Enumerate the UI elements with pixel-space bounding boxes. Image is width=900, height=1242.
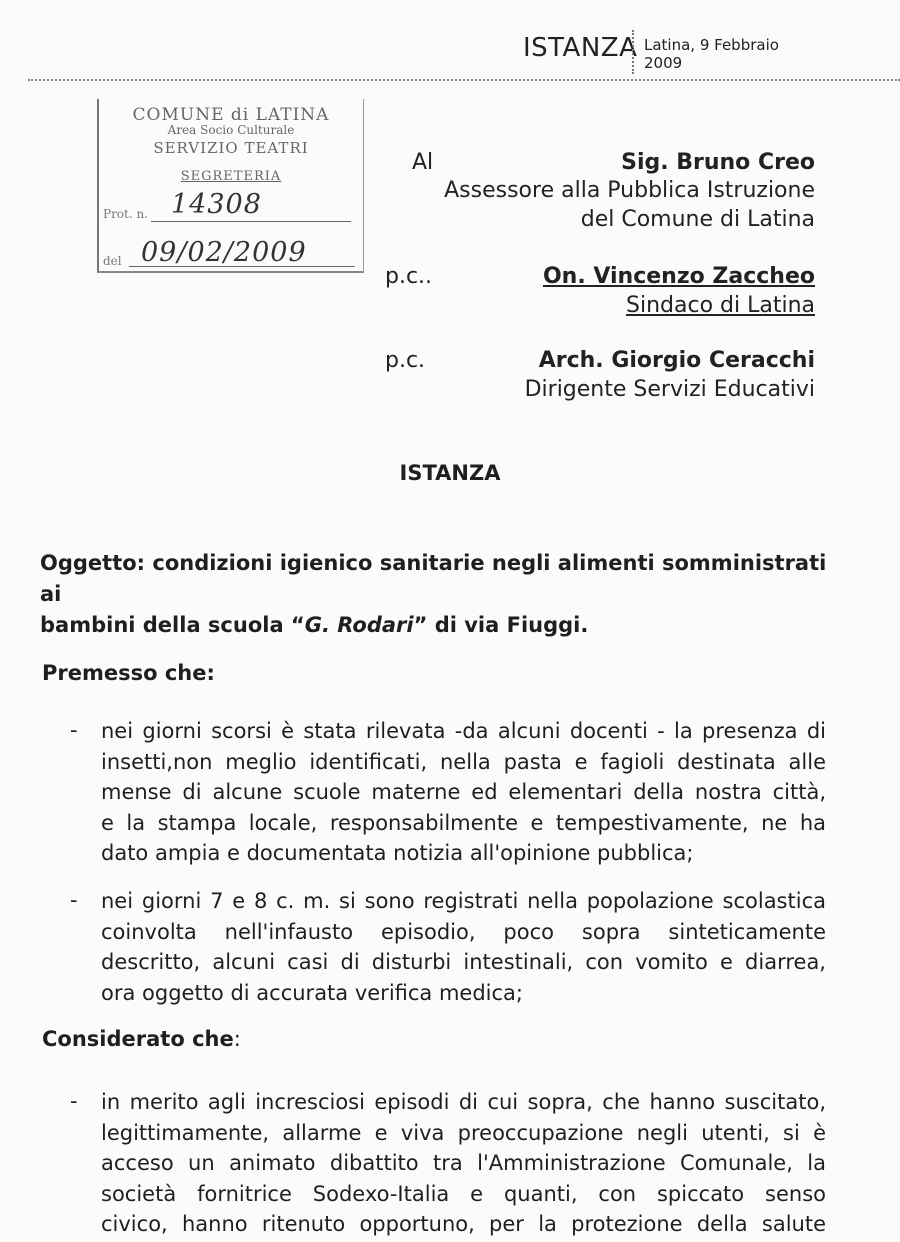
stamp-line3: SERVIZIO TEATRI: [153, 139, 309, 157]
addressee-role-1b: del Comune di Latina: [580, 207, 815, 232]
addressee-prefix-2: p.c..: [385, 264, 433, 289]
paragraph-line: ora oggetto di accurata verifica medica;: [101, 980, 523, 1005]
considerato-paragraph-1: [101, 1087, 826, 1240]
paragraph-line: e la stampa locale, responsabilmente e tempestivamente, ne ha: [101, 810, 826, 835]
stamp-line2: Area Socio Culturale: [167, 123, 295, 137]
paragraph-line: descritto, alcuni casi di disturbi intestinali, con vomito e diarrea,: [101, 950, 826, 974]
subject-line1: Oggetto: condizioni igienico sanitarie negli alimenti somministrati ai: [40, 551, 827, 606]
paragraph-line: acceso un animato dibattito tra l'Amministrazione Comunale, la: [101, 1151, 826, 1175]
section-considerato-heading: Considerato che:: [42, 1027, 241, 1051]
bullet-dash: -: [70, 1089, 78, 1113]
premesso-paragraph-2: [101, 886, 826, 1008]
header-date-line1: Latina, 9 Febbraio: [644, 36, 779, 54]
stamp-del-label: del: [103, 254, 122, 268]
addressee-prefix-3: p.c.: [385, 348, 426, 373]
header-title: ISTANZA: [523, 33, 638, 63]
stamp-line1: COMUNE di LATINA: [132, 105, 330, 125]
paragraph-line: società fornitrice Sodexo-Italia e quanti, con spiccato senso: [101, 1181, 826, 1206]
paragraph-line: mense di alcune scuole materne ed elementari della nostra città,: [101, 780, 826, 804]
stamp-prot-underline: [151, 221, 351, 222]
addressee-name-1: Sig. Bruno Creo: [621, 150, 815, 175]
document-title: ISTANZA: [399, 461, 501, 485]
bullet-dash: -: [70, 718, 78, 742]
addressee-role-2: Sindaco di Latina: [626, 293, 815, 318]
subject-line2: bambini della scuola “G. Rodari” di via Fiuggi.: [40, 613, 589, 637]
protocol-stamp: [97, 99, 364, 273]
paragraph-line: nei giorni scorsi è stata rilevata -da alcuni docenti - la presenza di: [101, 719, 826, 743]
paragraph-line: nei giorni 7 e 8 c. m. si sono registrati nella popolazione scolastica: [101, 889, 826, 913]
addressee-prefix-1: Al: [412, 150, 434, 175]
premesso-paragraph-1: [101, 716, 826, 869]
header-rule: [28, 79, 900, 81]
addressee-name-3: Arch. Giorgio Ceracchi: [538, 348, 815, 373]
stamp-del-value: 09/02/2009: [141, 237, 307, 268]
paragraph-line: coinvolta nell'infausto episodio, poco sopra sinteticamente: [101, 919, 826, 944]
stamp-line4: SEGRETERIA: [180, 169, 282, 184]
bullet-dash: -: [70, 888, 78, 912]
addressee-role-3: Dirigente Servizi Educativi: [524, 377, 815, 402]
header-date: [644, 36, 779, 72]
paragraph-line: insetti,non meglio identificati, nella pasta e fagioli destinata alle: [101, 749, 826, 774]
addressee-name-2: On. Vincenzo Zaccheo: [542, 264, 815, 289]
header-separator: [632, 30, 635, 74]
addressee-role-1a: Assessore alla Pubblica Istruzione: [444, 178, 815, 203]
header-date-line2: 2009: [644, 54, 683, 72]
stamp-prot-value: 14308: [171, 189, 262, 220]
paragraph-line: in merito agli incresciosi episodi di cui sopra, che hanno suscitato,: [101, 1090, 826, 1114]
paragraph-line: dato ampia e documentata notizia all'opinione pubblica;: [101, 841, 694, 865]
subject: [40, 548, 840, 641]
paragraph-line: legittimamente, allarme e viva preoccupazione negli utenti, si è: [101, 1120, 826, 1145]
section-premesso-heading: Premesso che:: [42, 661, 215, 685]
stamp-prot-label: Prot. n.: [103, 207, 149, 221]
paragraph-line: civico, hanno ritenuto opportuno, per la protezione della salute: [101, 1212, 826, 1236]
